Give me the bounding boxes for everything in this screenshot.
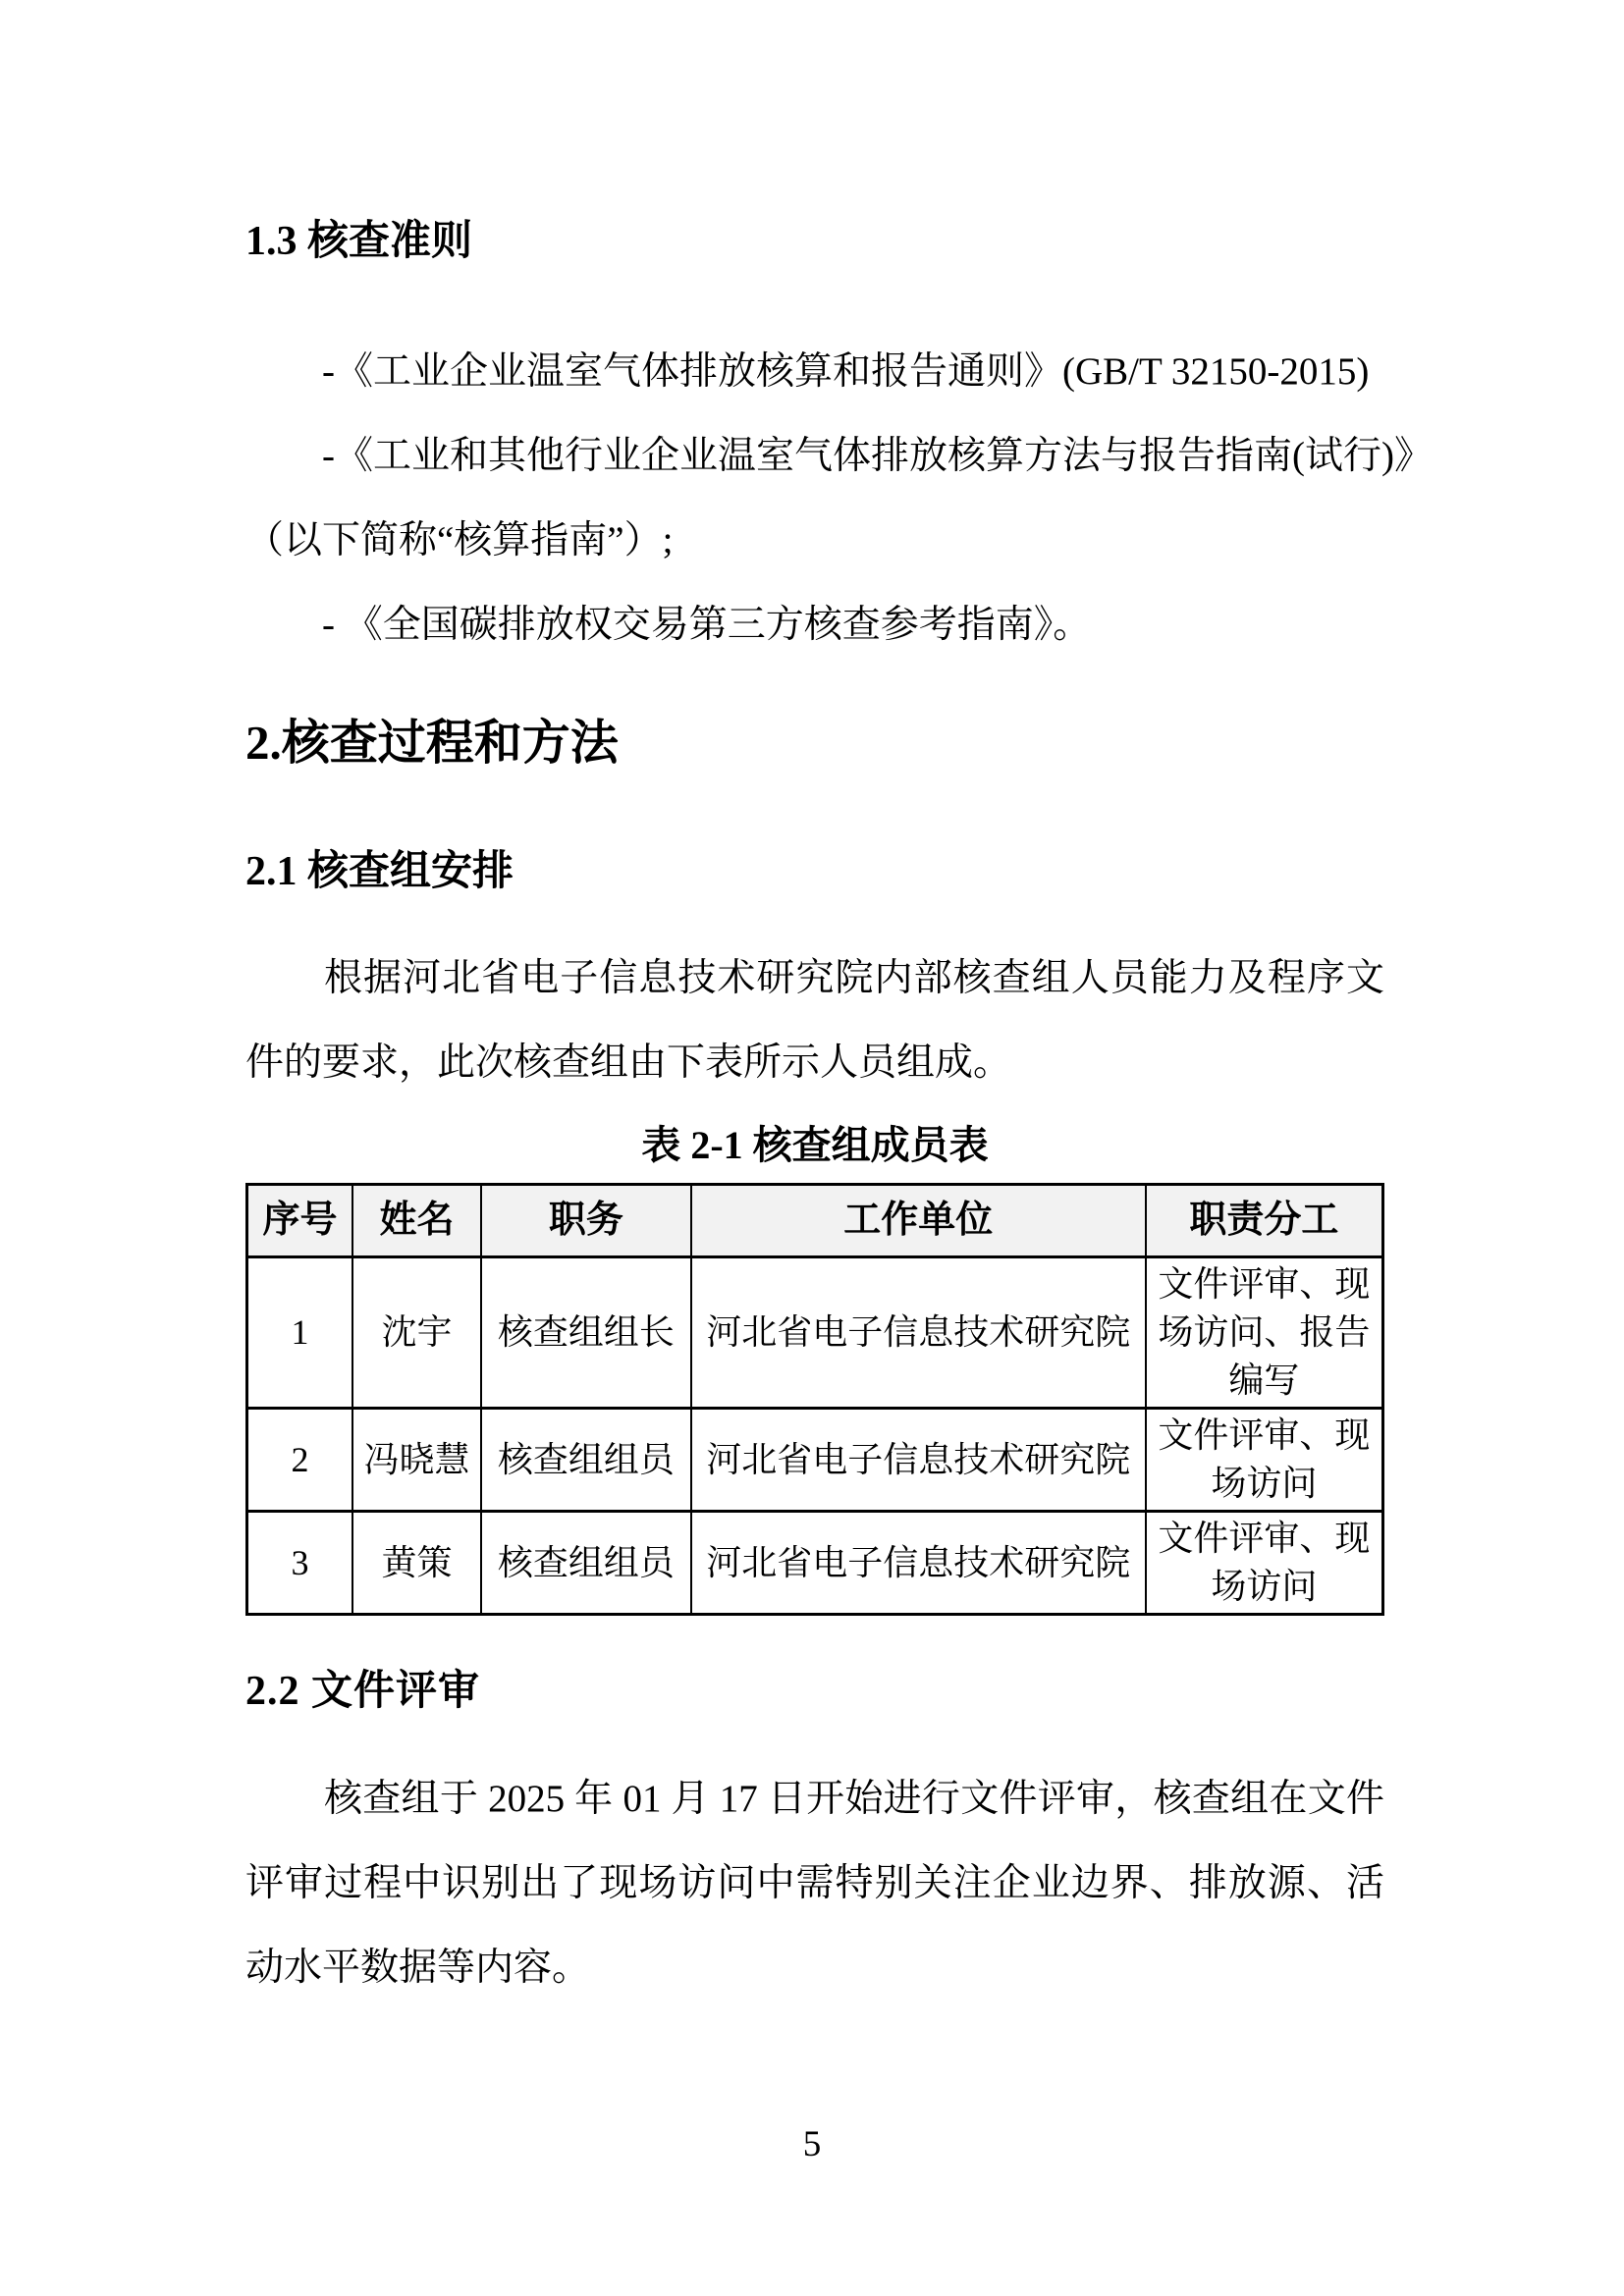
col-header-index: 序号 [247, 1185, 353, 1257]
col-header-role: 职务 [481, 1185, 691, 1257]
heading-section-2-1: 2.1 核查组安排 [245, 849, 514, 894]
team-members-table [245, 1183, 1384, 1616]
col-header-organization: 工作单位 [691, 1185, 1146, 1257]
criteria-line-1: -《工业企业温室气体排放核算和报告通则》(GB/T 32150-2015) [322, 350, 1370, 393]
heading-section-2: 2.核查过程和方法 [245, 716, 619, 770]
cell-organization: 河北省电子信息技术研究院 [691, 1257, 1146, 1409]
cell-role: 核查组组长 [481, 1257, 691, 1409]
table-header-row [247, 1185, 1383, 1257]
paragraph-team-arrangement: 根据河北省电子信息技术研究院内部核查组人员能力及程序文件的要求，此次核查组由下表所示人员组成。 [245, 957, 1384, 1084]
cell-responsibility: 文件评审、现场访问 [1146, 1512, 1383, 1615]
table-row [247, 1257, 1383, 1409]
page-number: 5 [802, 2124, 822, 2164]
heading-section-2-2: 2.2 文件评审 [245, 1669, 481, 1714]
table-row [247, 1512, 1383, 1615]
cell-role: 核查组组员 [481, 1512, 691, 1615]
criteria-line-3: - 《全国碳排放权交易第三方核查参考指南》。 [322, 604, 1092, 646]
criteria-line-2-continuation: （以下简称“核算指南”）; [245, 519, 674, 561]
cell-index: 3 [247, 1512, 353, 1615]
heading-section-1-3: 1.3 核查准则 [245, 219, 473, 264]
col-header-responsibility: 职责分工 [1146, 1185, 1383, 1257]
cell-organization: 河北省电子信息技术研究院 [691, 1409, 1146, 1512]
cell-responsibility: 文件评审、现场访问、报告编写 [1146, 1257, 1383, 1409]
cell-responsibility: 文件评审、现场访问 [1146, 1409, 1383, 1512]
table-2-1-title: 表 2-1 核查组成员表 [641, 1123, 989, 1167]
criteria-line-2: -《工业和其他行业企业温室气体排放核算方法与报告指南(试行)》 [322, 435, 1433, 477]
cell-organization: 河北省电子信息技术研究院 [691, 1512, 1146, 1615]
cell-name: 冯晓慧 [352, 1409, 481, 1512]
cell-role: 核查组组员 [481, 1409, 691, 1512]
cell-name: 沈宇 [352, 1257, 481, 1409]
cell-name: 黄策 [352, 1512, 481, 1615]
col-header-name: 姓名 [352, 1185, 481, 1257]
criteria-list [245, 330, 1433, 667]
cell-index: 2 [247, 1409, 353, 1512]
cell-index: 1 [247, 1257, 353, 1409]
paragraph-document-review: 核查组于 2025 年 01 月 17 日开始进行文件评审，核查组在文件评审过程中识别出了现场访问中需特别关注企业边界、排放源、活动水平数据等内容。 [245, 1778, 1384, 1989]
table-row [247, 1409, 1383, 1512]
